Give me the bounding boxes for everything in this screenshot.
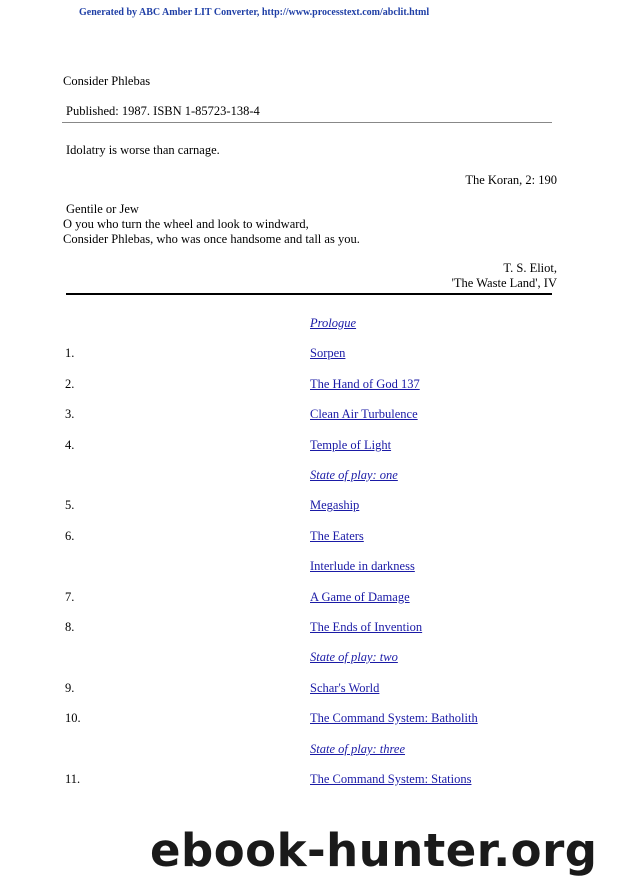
watermark: ebook-hunter.org: [150, 824, 598, 877]
toc-link[interactable]: The Eaters: [310, 529, 364, 543]
toc-link[interactable]: Interlude in darkness: [310, 559, 415, 573]
toc-number: 9.: [65, 681, 75, 695]
toc-link[interactable]: State of play: three: [310, 742, 405, 756]
toc-number: 4.: [65, 438, 75, 452]
toc-link[interactable]: Temple of Light: [310, 438, 392, 452]
toc-number: 2.: [65, 377, 75, 391]
poem-line: Gentile or Jew: [66, 202, 139, 216]
toc-link[interactable]: The Command System: Batholith: [310, 711, 478, 725]
toc-number: 6.: [65, 529, 75, 543]
toc-number: 10.: [65, 711, 81, 725]
toc-number: 3.: [65, 407, 75, 421]
toc-link[interactable]: State of play: two: [310, 650, 398, 664]
epigraph-attribution: The Koran, 2: 190: [465, 173, 557, 187]
generator-note: Generated by ABC Amber LIT Converter, http://www.processtext.com/abclit.html: [79, 7, 430, 18]
toc-link[interactable]: Megaship: [310, 498, 360, 512]
toc-number: 1.: [65, 346, 75, 360]
toc-link[interactable]: Schar's World: [310, 681, 380, 695]
toc-number: 8.: [65, 620, 75, 634]
toc-link[interactable]: The Ends of Invention: [310, 620, 423, 634]
toc-link[interactable]: Clean Air Turbulence: [310, 407, 418, 421]
divider: [62, 122, 552, 123]
epigraph-quote: Idolatry is worse than carnage.: [66, 143, 220, 157]
divider: [66, 293, 552, 295]
poem-line: Consider Phlebas, who was once handsome and tall as you.: [63, 232, 360, 246]
toc-number: 7.: [65, 590, 75, 604]
toc-link[interactable]: A Game of Damage: [310, 590, 410, 604]
poem-line: O you who turn the wheel and look to windward,: [63, 217, 309, 231]
toc-link[interactable]: Prologue: [310, 316, 357, 330]
toc-link[interactable]: Sorpen: [310, 346, 346, 360]
toc-link[interactable]: The Command System: Stations: [310, 772, 472, 786]
publication-info: Published: 1987. ISBN 1-85723-138-4: [66, 104, 260, 118]
toc-link[interactable]: State of play: one: [310, 468, 398, 482]
poem-attribution-author: T. S. Eliot,: [503, 261, 557, 275]
book-title: Consider Phlebas: [63, 74, 151, 88]
toc-number: 11.: [65, 772, 81, 786]
toc-link[interactable]: The Hand of God 137: [310, 377, 420, 391]
toc-number: 5.: [65, 498, 75, 512]
poem-attribution-source: 'The Waste Land', IV: [451, 276, 557, 290]
